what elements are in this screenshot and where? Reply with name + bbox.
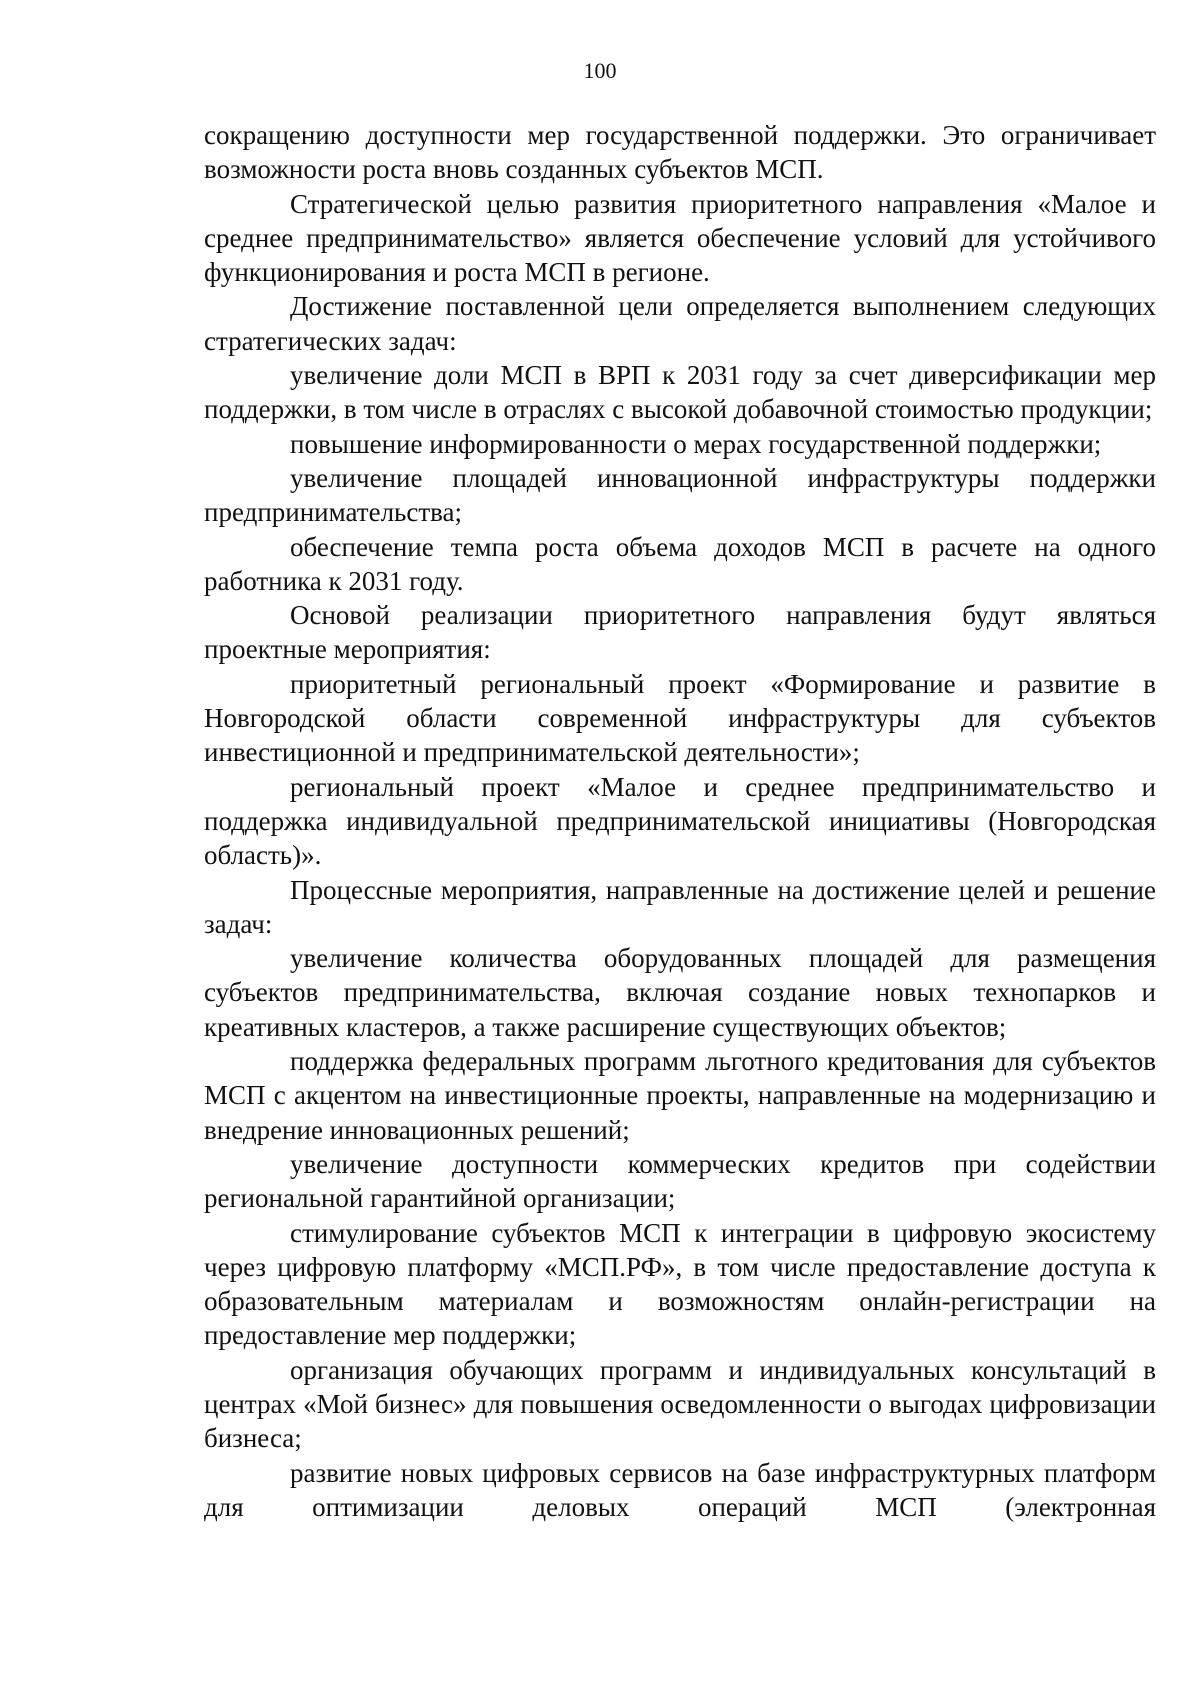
list-item: развитие новых цифровых сервисов на базе инфраструктурных платформ для оптимизации деловых операций МСП (электронная: [204, 1457, 1156, 1522]
document-body: [204, 118, 1156, 1524]
list-item: региональный проект «Малое и среднее предпринимательство и поддержка индивидуальной предпринимательской инициативы (Новгородская область)».: [204, 771, 1156, 871]
paragraph: Достижение поставленной цели определяется выполнением следующих стратегических задач:: [204, 291, 1156, 356]
page-number: 100: [583, 58, 617, 83]
list-item: обеспечение темпа роста объема доходов МСП в расчете на одного работника к 2031 году.: [204, 531, 1156, 596]
list-item: приоритетный региональный проект «Формирование и развитие в Новгородской области современной инфраструктуры для субъектов инвестиционной и предпринимательской деятельности»;: [204, 668, 1156, 768]
list-item: увеличение доли МСП в ВРП к 2031 году за счет диверсификации мер поддержки, в том числе в отраслях с высокой добавочной стоимостью продукции;: [204, 360, 1156, 425]
list-item: организация обучающих программ и индивидуальных консультаций в центрах «Мой бизнес» для повышения осведомленности о выгодах цифровизации бизнеса;: [204, 1354, 1156, 1454]
paragraph: Процессные мероприятия, направленные на достижение целей и решение задач:: [204, 874, 1156, 939]
list-item: увеличение площадей инновационной инфраструктуры поддержки предпринимательства;: [204, 462, 1156, 528]
list-item: увеличение доступности коммерческих кредитов при содействии региональной гарантийной организации;: [204, 1148, 1156, 1214]
paragraph: Стратегической целью развития приоритетного направления «Малое и среднее предпринимательство» является обеспечение условий для устойчивого функционирования и роста МСП в регионе.: [204, 188, 1156, 288]
list-item: увеличение количества оборудованных площадей для размещения субъектов предпринимательства, включая создание новых технопарков и креативных кластеров, а также расширение существующих объектов;: [204, 943, 1156, 1042]
list-item: поддержка федеральных программ льготного кредитования для субъектов МСП с акцентом на инвестиционные проекты, направленные на модернизацию и внедрение инновационных решений;: [204, 1046, 1156, 1145]
paragraph: Основой реализации приоритетного направления будут являться проектные мероприятия:: [204, 600, 1156, 665]
list-item: стимулирование субъектов МСП к интеграции в цифровую экосистему через цифровую платформу «МСП.РФ», в том числе предоставление доступа к образовательным материалам и возможностям онлайн-регистрации на предоставление мер поддержки;: [204, 1217, 1156, 1351]
list-item: повышение информированности о мерах государственной поддержки;: [290, 428, 1102, 459]
paragraph: сокращению доступности мер государственной поддержки. Это ограничивает возможности роста вновь созданных субъектов МСП.: [204, 120, 1156, 185]
